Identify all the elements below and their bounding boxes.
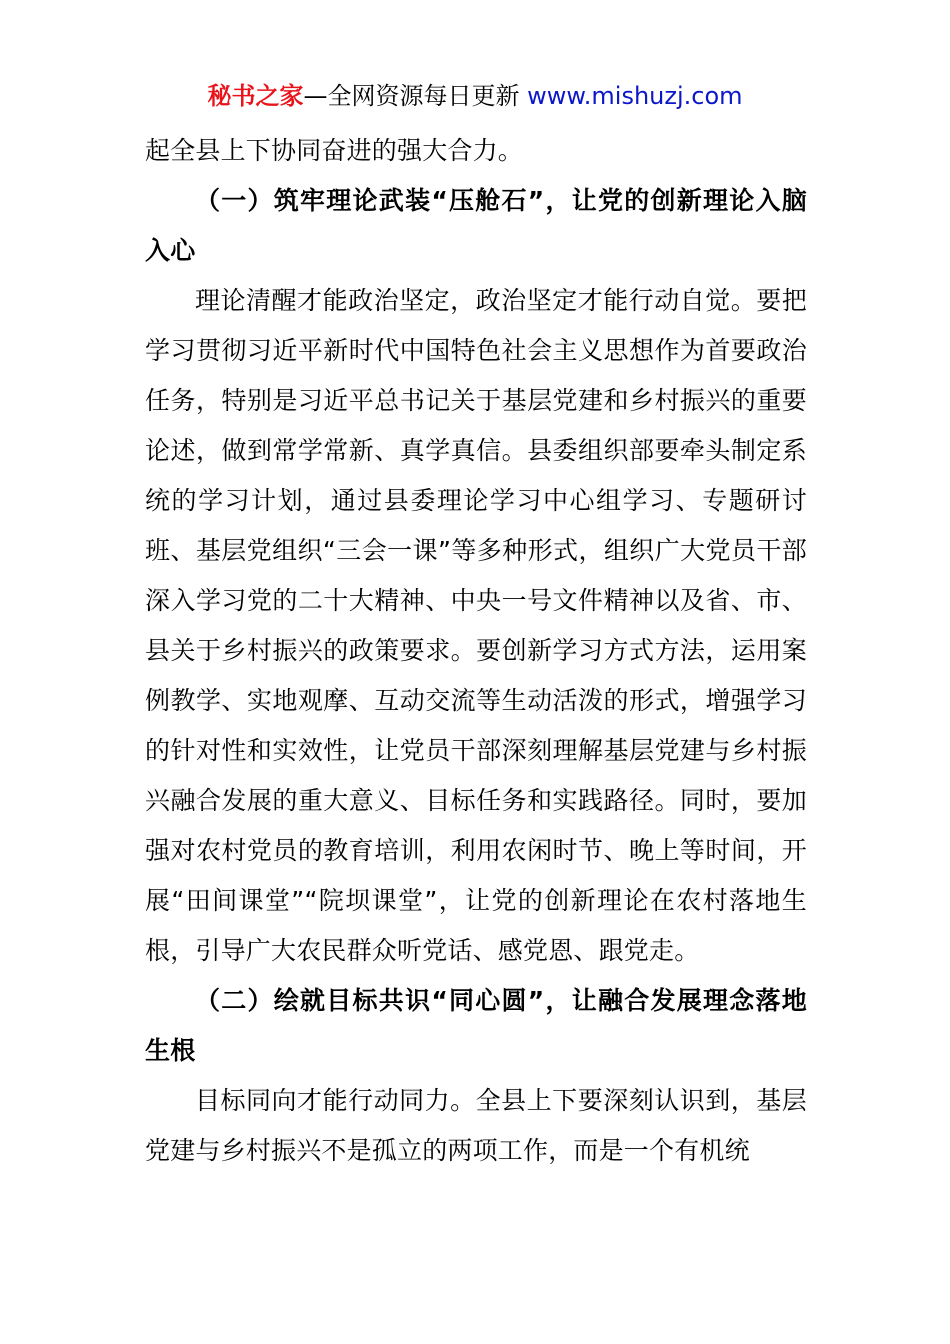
document-body bbox=[145, 126, 807, 1176]
header-tagline: —全网资源每日更新 bbox=[303, 82, 528, 110]
brand-name: 秘书之家 bbox=[207, 82, 304, 110]
section-1-paragraph: 理论清醒才能政治坚定，政治坚定才能行动自觉。要把学习贯彻习近平新时代中国特色社会主义思想作为首要政治任务，特别是习近平总书记关于基层党建和乡村振兴的重要论述，做到常学常新、真学真信。县委组织部要牵头制定系统的学习计划，通过县委理论学习中心组学习、专题研讨班、基层党组织“三会一课”等多种形式，组织广大党员干部深入学习党的二十大精神、中央一号文件精神以及省、市、县关于乡村振兴的政策要求。要创新学习方式方法，运用案例教学、实地观摩、互动交流等生动活泼的形式，增强学习的针对性和实效性，让党员干部深刻理解基层党建与乡村振兴融合发展的重大意义、目标任务和实践路径。同时，要加强对农村党员的教育培训，利用农闲时节、晚上等时间，开展“田间课堂”“院坝课堂”，让党的创新理论在农村落地生根，引导广大农民群众听党话、感党恩、跟党走。 bbox=[145, 286, 807, 965]
section-1-heading: （一）筑牢理论武装“压舱石”，让党的创新理论入脑入心 bbox=[145, 186, 807, 265]
site-url-link[interactable]: www.mishuzj.com bbox=[527, 82, 743, 110]
continuation-paragraph: 起全县上下协同奋进的强大合力。 bbox=[145, 136, 524, 165]
page-header bbox=[0, 80, 950, 112]
section-2-heading: （二）绘就目标共识“同心圆”，让融合发展理念落地生根 bbox=[145, 986, 807, 1065]
section-2-paragraph: 目标同向才能行动同力。全县上下要深刻认识到，基层党建与乡村振兴不是孤立的两项工作，而是一个有机统 bbox=[145, 1086, 807, 1165]
